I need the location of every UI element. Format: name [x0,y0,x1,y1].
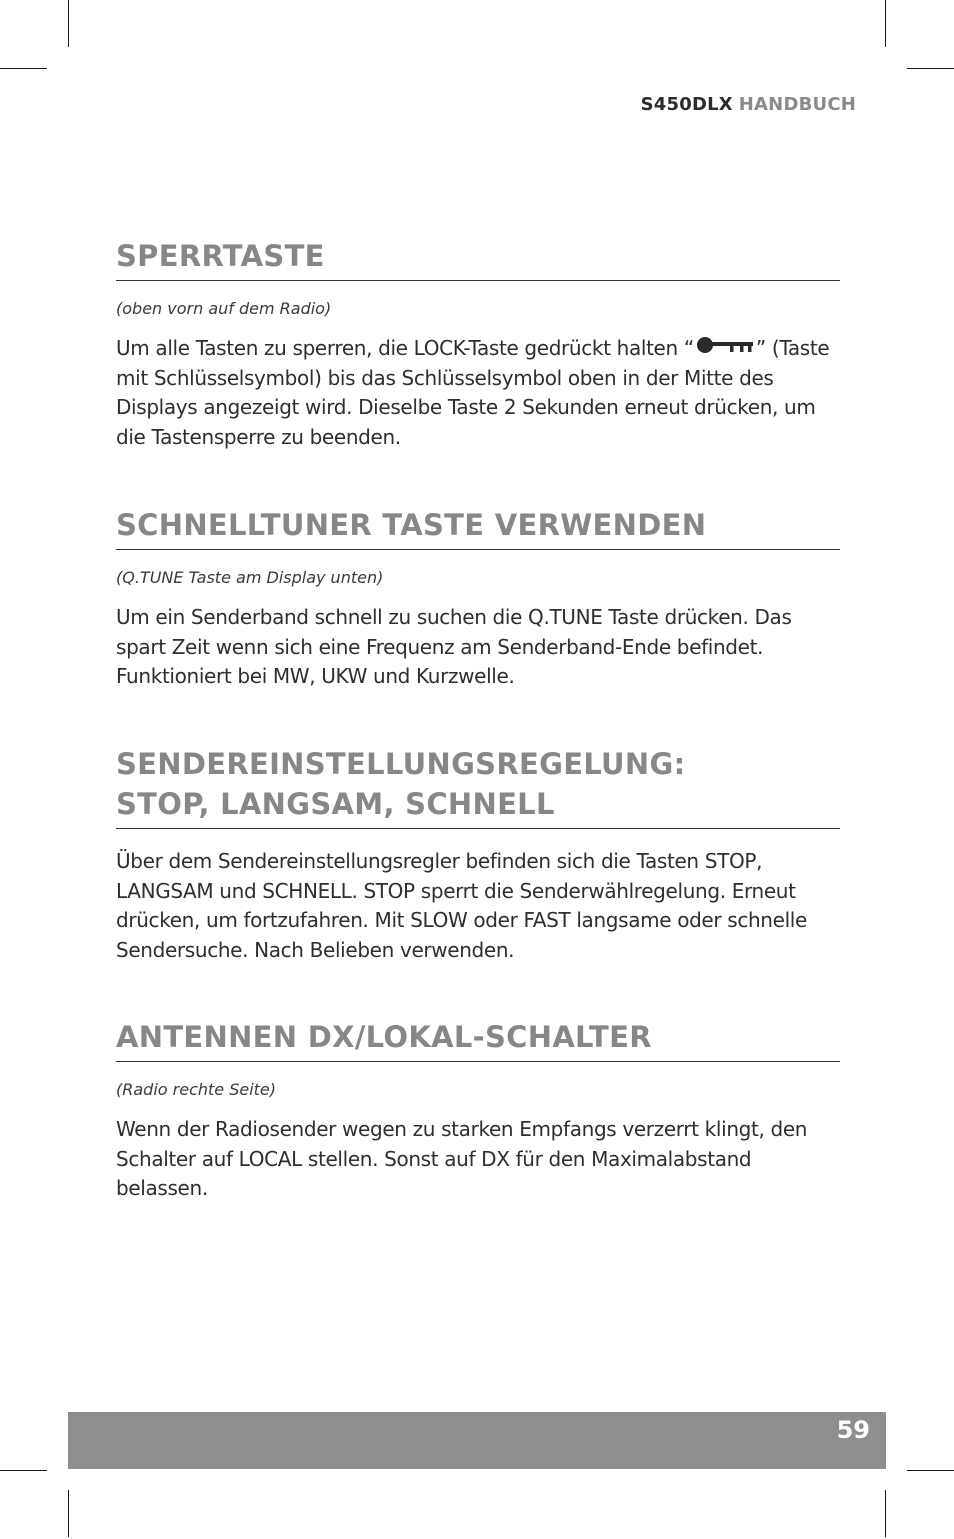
footer-bar [68,1412,886,1469]
section-body: Wenn der Radiosender wegen zu starken Empfangs verzerrt klingt, den Schalter auf LOCAL stellen. Sonst auf DX für den Maximalabstand belassen. [116,1117,808,1200]
title-line: SENDEREINSTELLUNGSREGELUNG: [116,747,686,781]
section-schnelltuner [116,505,840,692]
body-text-part: Um alle Tasten zu sperren, die LOCK-Taste gedrückt halten “ [116,336,694,360]
section-body: Um ein Senderband schnell zu suchen die Q.TUNE Taste drücken. Das spart Zeit wenn sich eine Frequenz am Senderband-Ende befindet. Funktioniert bei MW, UKW und Kurzwelle. [116,605,792,688]
crop-mark [885,0,886,47]
section-note: (oben vorn auf dem Radio) [116,299,332,318]
section-divider [116,1061,840,1062]
model-name: S450DLX [640,94,733,115]
crop-mark [0,1470,47,1471]
crop-mark [68,1490,69,1537]
section-note: (Radio rechte Seite) [116,1080,277,1099]
section-note: (Q.TUNE Taste am Display unten) [116,568,384,587]
section-body: Über dem Sendereinstellungsregler befinden sich die Tasten STOP, LANGSAM und SCHNELL. STOP sperrt die Senderwählregelung. Erneut drücken, um fortzufahren. Mit SLOW oder FAST langsame oder schnelle Sendersuche. Nach Belieben verwenden. [116,849,807,962]
section-antennen [116,1017,840,1204]
section-title: SPERRTASTE [116,239,325,273]
crop-mark [907,68,954,69]
handbook-label: HANDBUCH [738,94,856,115]
section-title [116,744,840,824]
running-header [641,94,856,115]
section-sperrtaste [116,236,840,452]
section-title: ANTENNEN DX/LOKAL-SCHALTER [116,1020,652,1054]
crop-mark [68,0,69,47]
crop-mark [0,68,47,69]
section-divider [116,549,840,550]
section-divider [116,280,840,281]
section-title: SCHNELLTUNER TASTE VERWENDEN [116,508,707,542]
section-body [116,334,840,452]
section-divider [116,828,840,829]
page-number: 59 [836,1416,870,1444]
key-icon [696,333,754,363]
section-sendereinstellung [116,744,840,965]
title-line: STOP, LANGSAM, SCHNELL [116,787,555,821]
crop-mark [907,1470,954,1471]
crop-mark [885,1490,886,1537]
body-text-part: ” (Taste mit Schlüsselsymbol) bis das Schlüsselsymbol oben in der Mitte des Displays angezeigt wird. Dieselbe Taste 2 Sekunden erneut drücken, um die Tastensperre zu beenden. [116,336,830,449]
